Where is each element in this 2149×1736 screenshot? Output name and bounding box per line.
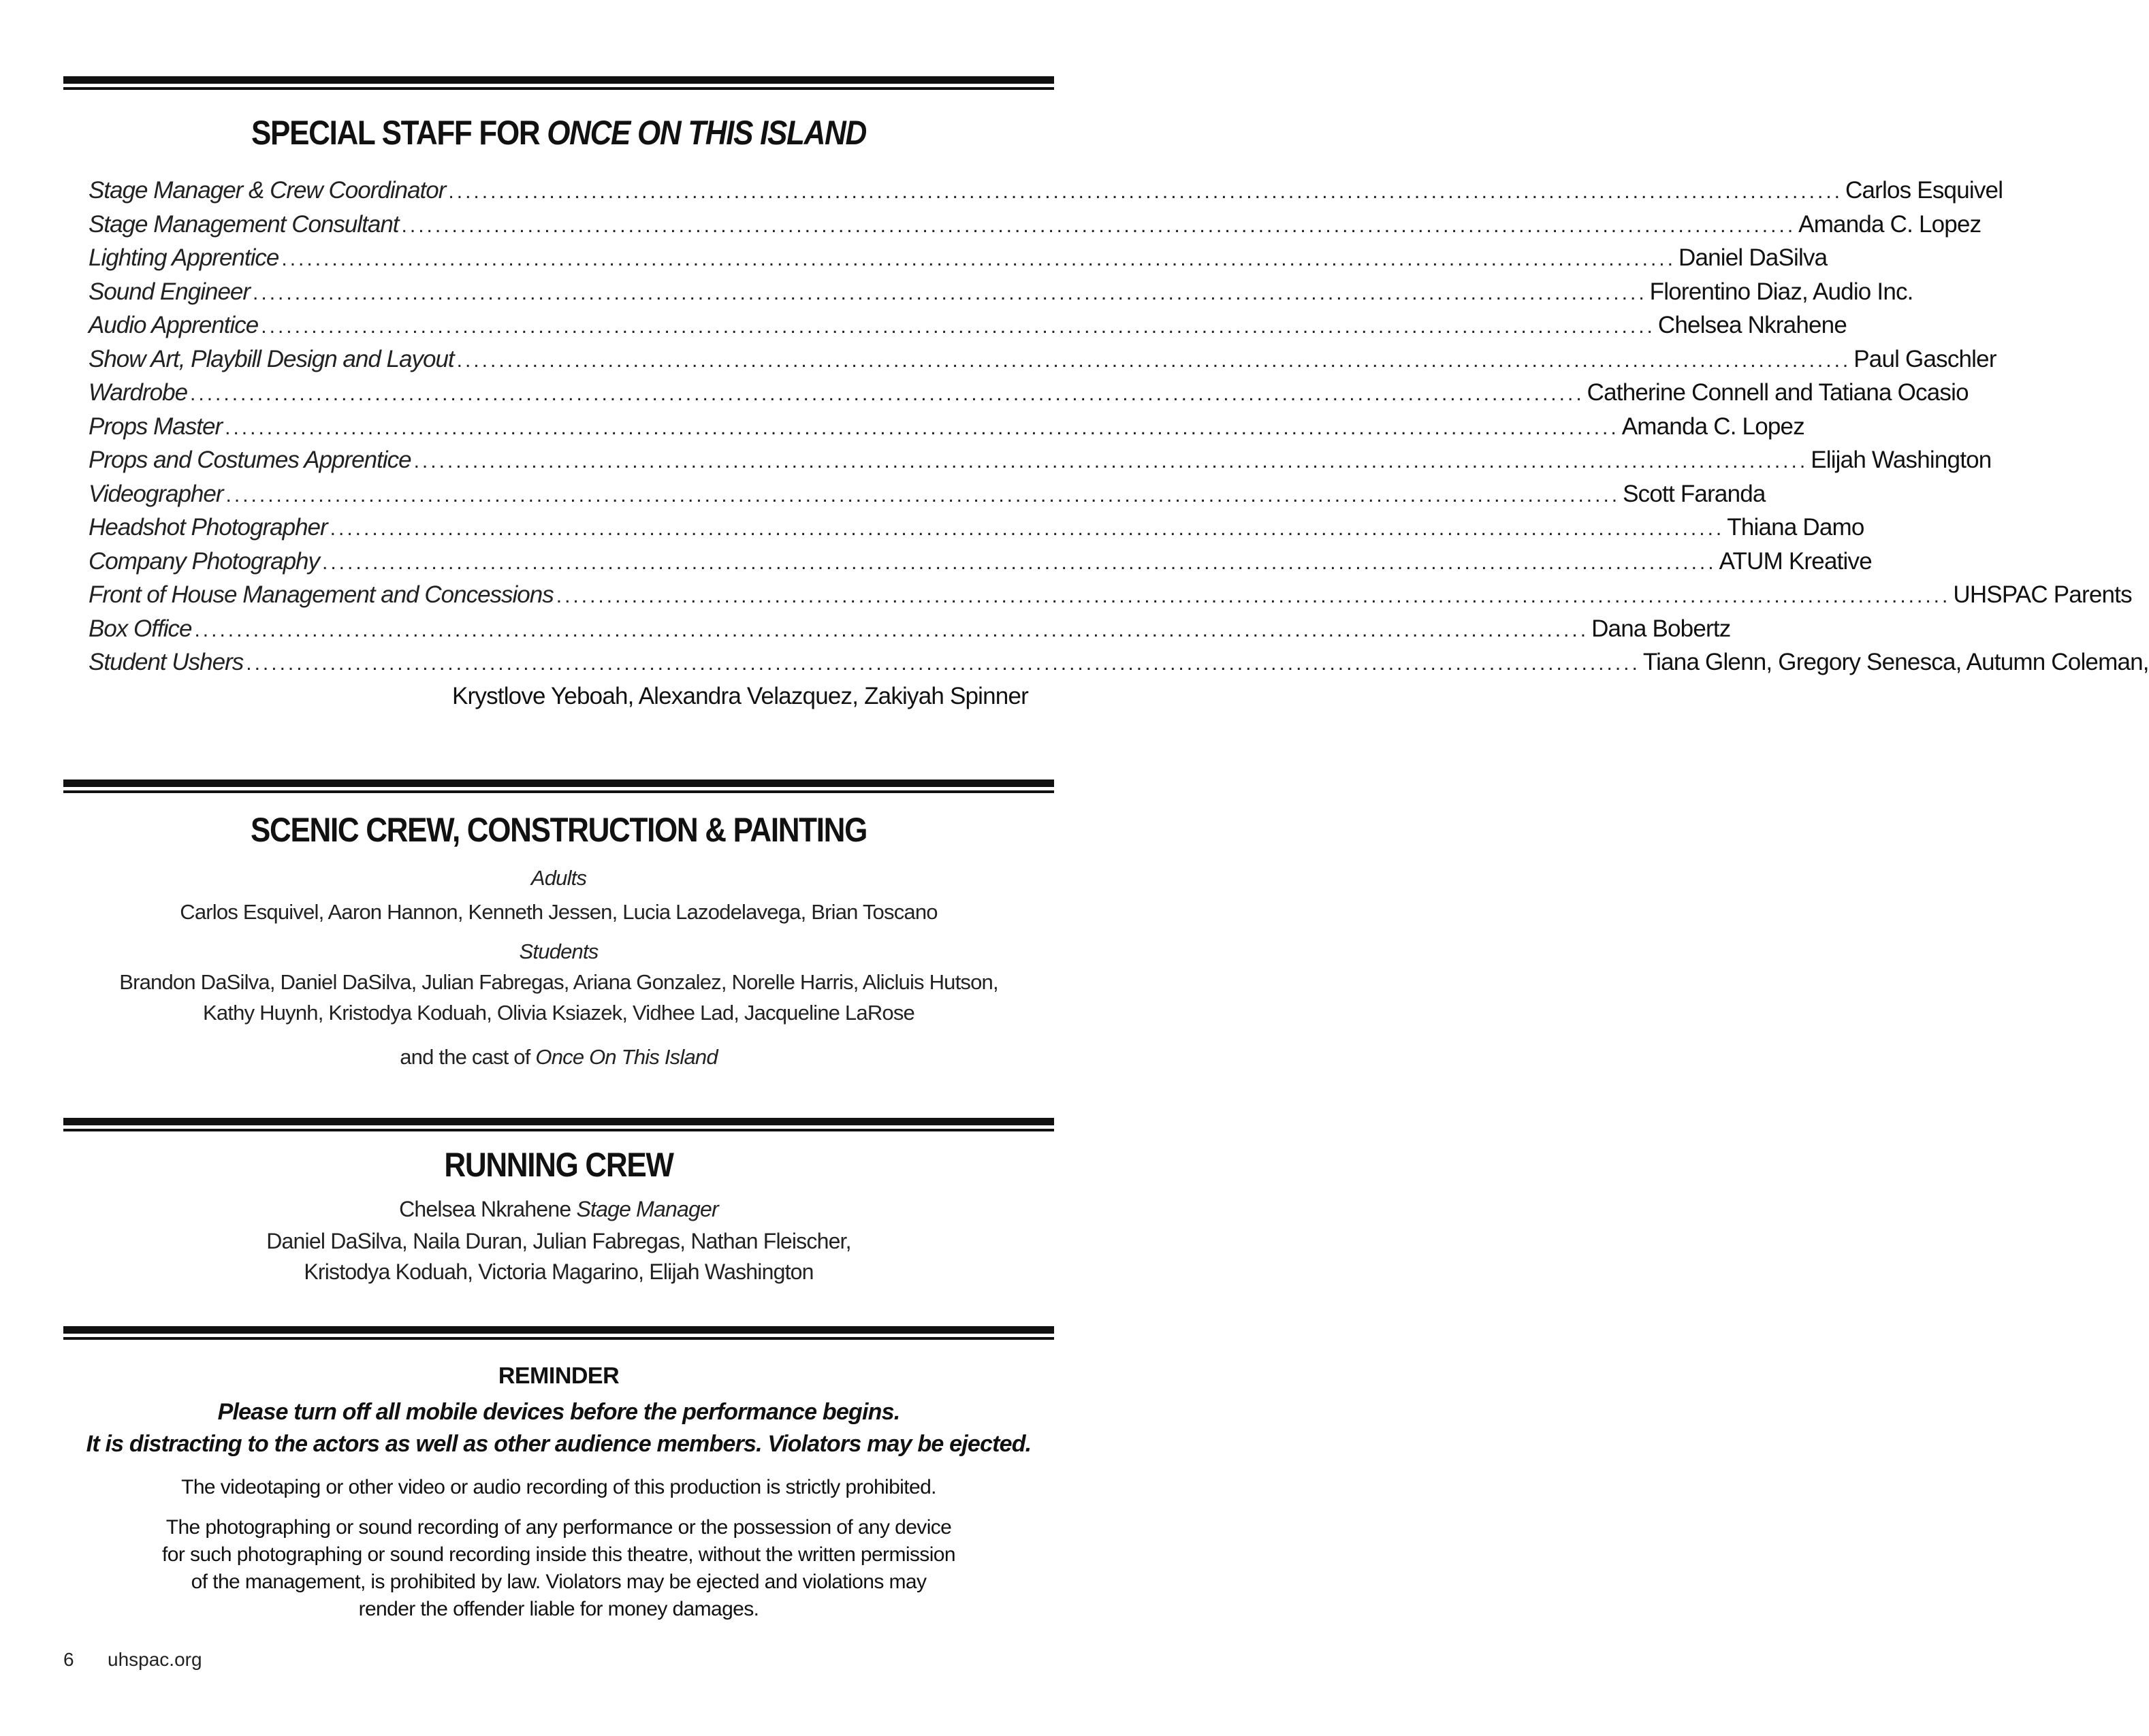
staff-row [89, 410, 1804, 444]
staff-row [89, 645, 2149, 679]
leader-dots: ...................................................................................................................................................................... [194, 618, 1589, 641]
running-crew-line-2: Kristodya Koduah, Victoria Magarino, Elijah Washington [304, 1259, 814, 1284]
staff-name: Elijah Washington [1811, 447, 1992, 473]
staff-role: Sound Engineer [89, 278, 251, 305]
section-divider [63, 779, 1054, 796]
leader-dots: ...................................................................................................................................................................... [190, 383, 1585, 405]
running-crew-manager [63, 1197, 1054, 1222]
staff-row [89, 612, 1731, 646]
staff-row [89, 511, 1864, 545]
staff-row [89, 174, 2003, 208]
adults-names: Carlos Esquivel, Aaron Hannon, Kenneth Jessen, Lucia Lazodelavega, Brian Toscano [180, 900, 938, 924]
staff-row [89, 308, 1847, 342]
cast-credit-prefix: and the cast of [400, 1045, 530, 1069]
section-divider [63, 1118, 1054, 1134]
running-crew-manager-name: Chelsea Nkrahene [399, 1197, 571, 1221]
staff-row [89, 443, 1992, 477]
staff-role: Student Ushers [89, 649, 244, 675]
law-notice-line-4: render the offender liable for money damages. [358, 1598, 759, 1620]
leader-dots: ...................................................................................................................................................................... [281, 248, 1676, 270]
staff-name: Florentino Diaz, Audio Inc. [1649, 278, 1913, 305]
staff-row [89, 342, 1996, 376]
staff-row [89, 376, 1969, 410]
staff-name: Tiana Glenn, Gregory Senesca, Autumn Coleman, [1642, 649, 2149, 675]
staff-name: Amanda C. Lopez [1621, 413, 1804, 440]
staff-name: Thiana Damo [1727, 514, 1864, 541]
leader-dots: ...................................................................................................................................................................... [556, 585, 1951, 607]
staff-role: Props and Costumes Apprentice [89, 447, 411, 473]
staff-role: Company Photography [89, 547, 319, 575]
law-notice-line-1: The photographing or sound recording of any performance or the possession of any device [165, 1516, 952, 1539]
staff-role: Stage Manager & Crew Coordinator [89, 177, 446, 204]
special-staff-heading-show: ONCE ON THIS ISLAND [547, 114, 866, 152]
staff-name: Dana Bobertz [1591, 615, 1731, 642]
reminder-heading: REMINDER [498, 1363, 620, 1389]
running-crew-manager-role: Stage Manager [576, 1197, 718, 1221]
special-staff-heading [123, 113, 994, 152]
cast-credit-show: Once On This Island [535, 1045, 718, 1069]
staff-role: Lighting Apprentice [89, 244, 279, 271]
leader-dots: ...................................................................................................................................................................... [322, 551, 1717, 574]
staff-name: ATUM Kreative [1719, 547, 1872, 575]
staff-role: Props Master [89, 413, 223, 440]
staff-role: Stage Management Consultant [89, 210, 399, 238]
website-link[interactable]: uhspac.org [108, 1649, 202, 1670]
reminder-bold-line-2: It is distracting to the actors as well as other audience members. Violators may be ejected. [86, 1431, 1032, 1457]
leader-dots: ...................................................................................................................................................................... [448, 180, 1843, 203]
leader-dots: ...................................................................................................................................................................... [253, 281, 1647, 304]
staff-row [89, 275, 1913, 309]
leader-dots: ...................................................................................................................................................................... [456, 349, 1851, 372]
section-divider [63, 1326, 1054, 1343]
staff-role: Videographer [89, 480, 223, 507]
running-crew-heading: RUNNING CREW [444, 1146, 673, 1184]
running-crew-line-1: Daniel DaSilva, Naila Duran, Julian Fabregas, Nathan Fleischer, [266, 1229, 851, 1253]
cast-credit [63, 1045, 1054, 1070]
staff-name: Daniel DaSilva [1678, 244, 1828, 271]
staff-name: UHSPAC Parents [1953, 581, 2132, 608]
page-number: 6 [63, 1649, 74, 1670]
staff-role: Box Office [89, 615, 192, 642]
staff-name: Paul Gaschler [1853, 345, 1996, 372]
staff-name: Catherine Connell and Tatiana Ocasio [1587, 379, 1969, 406]
section-divider [63, 76, 1054, 93]
special-staff-list [89, 174, 2149, 713]
leader-dots: ...................................................................................................................................................................... [261, 315, 1655, 338]
law-notice-line-3: of the management, is prohibited by law. Violators may be ejected and violations may [191, 1571, 927, 1593]
adults-label: Adults [530, 866, 587, 890]
students-names-line-2: Kathy Huynh, Kristodya Koduah, Olivia Ksiazek, Vidhee Lad, Jacqueline LaRose [203, 1001, 914, 1025]
staff-row [89, 578, 2132, 612]
staff-role: Front of House Management and Concessions [89, 581, 554, 608]
staff-row [89, 477, 1766, 511]
leader-dots: ...................................................................................................................................................................... [246, 652, 1640, 675]
staff-role: Wardrobe [89, 379, 188, 406]
leader-dots: ...................................................................................................................................................................... [413, 450, 1809, 472]
staff-role: Headshot Photographer [89, 514, 328, 541]
staff-row [89, 545, 1872, 579]
leader-dots: ...................................................................................................................................................................... [330, 517, 1725, 540]
staff-role: Audio Apprentice [89, 312, 259, 338]
scenic-crew-heading: SCENIC CREW, CONSTRUCTION & PAINTING [250, 811, 867, 849]
special-staff-heading-prefix: SPECIAL STAFF FOR [251, 114, 540, 152]
video-notice: The videotaping or other video or audio recording of this production is strictly prohibited. [181, 1476, 936, 1498]
staff-name: Chelsea Nkrahene [1657, 312, 1847, 338]
leader-dots: ...................................................................................................................................................................... [225, 483, 1621, 507]
students-names-line-1: Brandon DaSilva, Daniel DaSilva, Julian Fabregas, Ariana Gonzalez, Norelle Harris, Alicluis Hutson, [119, 970, 998, 994]
staff-row [89, 208, 1981, 242]
staff-name: Amanda C. Lopez [1798, 210, 1981, 238]
staff-role: Show Art, Playbill Design and Layout [89, 345, 454, 372]
leader-dots: ...................................................................................................................................................................... [401, 214, 1796, 237]
students-label: Students [519, 939, 599, 963]
staff-name: Carlos Esquivel [1845, 177, 2003, 204]
student-ushers-continued: Krystlove Yeboah, Alexandra Velazquez, Zakiyah Spinner [451, 682, 1028, 709]
leader-dots: ...................................................................................................................................................................... [225, 416, 1619, 439]
reminder-bold-line-1: Please turn off all mobile devices before the performance begins. [217, 1399, 900, 1425]
staff-row [89, 241, 1828, 275]
staff-name: Scott Faranda [1623, 480, 1766, 507]
law-notice-line-2: for such photographing or sound recording inside this theatre, without the written permission [162, 1543, 955, 1566]
